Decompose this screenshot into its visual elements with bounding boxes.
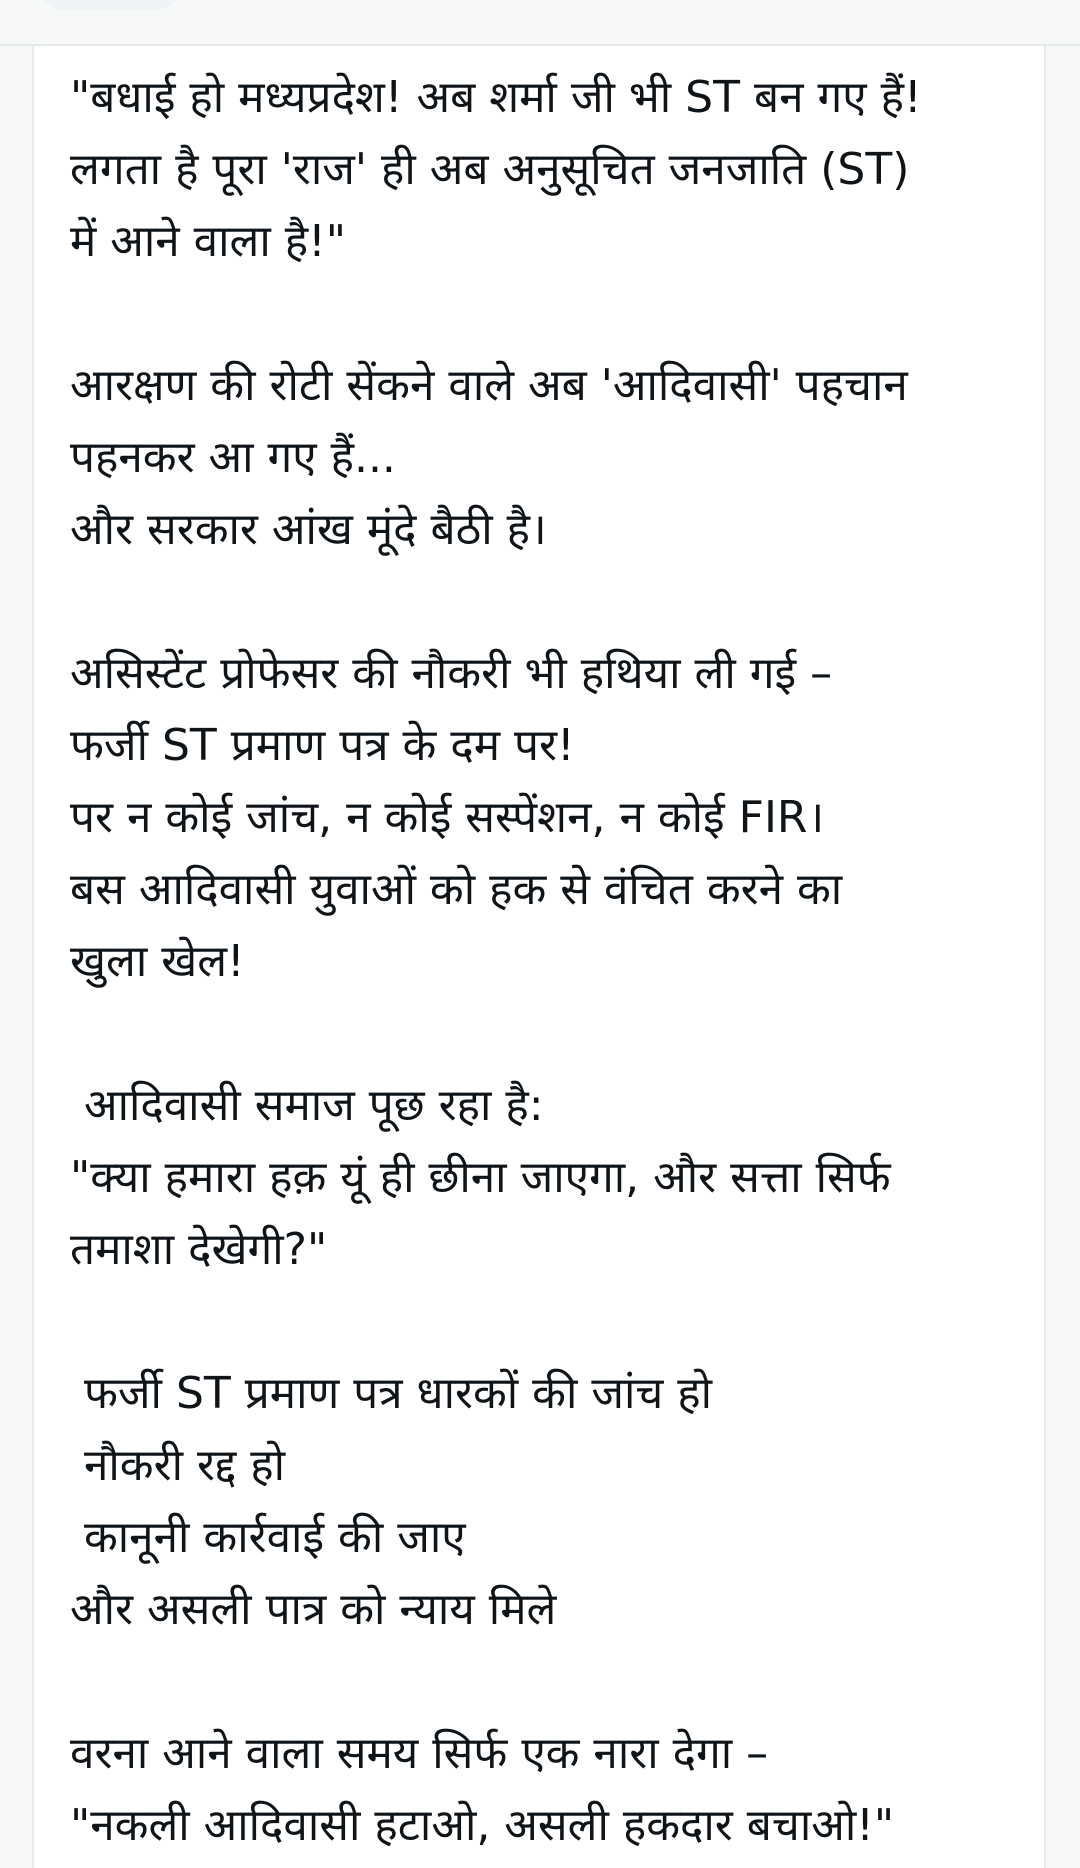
paragraph-gap xyxy=(70,278,1040,350)
post-line: में आने वाला है!" xyxy=(70,216,346,267)
post-line: और असली पात्र को न्याय मिले xyxy=(70,1584,557,1635)
post-line: पहनकर आ गए हैं... xyxy=(70,432,396,483)
post-line: लगता है पूरा 'राज' ही अब अनुसूचित जनजाति (ST) xyxy=(70,144,910,195)
post-line: फर्जी ST प्रमाण पत्र के दम पर! xyxy=(70,720,575,771)
post-line: "नकली आदिवासी हटाओ, असली हकदार बचाओ!" xyxy=(70,1800,895,1851)
post-line: फर्जी ST प्रमाण पत्र धारकों की जांच हो xyxy=(70,1368,713,1419)
post-line: आरक्षण की रोटी सेंकने वाले अब 'आदिवासी' पहचान xyxy=(70,360,908,411)
post-line: "क्या हमारा हक़ यूं ही छीना जाएगा, और सत्ता सिर्फ xyxy=(70,1152,891,1203)
post-line: तमाशा देखेगी?" xyxy=(70,1224,328,1275)
post-line: बस आदिवासी युवाओं को हक से वंचित करने का xyxy=(70,864,843,915)
post-line: नौकरी रद्द हो xyxy=(70,1440,286,1491)
top-pill-button[interactable] xyxy=(40,0,180,10)
post-line: खुला खेल! xyxy=(70,936,245,987)
post-line: और सरकार आंख मूंदे बैठी है। xyxy=(70,504,547,555)
post-line: वरना आने वाला समय सिर्फ एक नारा देगा – xyxy=(70,1728,769,1779)
post-line: पर न कोई जांच, न कोई सस्पेंशन, न कोई FIR। xyxy=(70,792,825,843)
post-line: असिस्टेंट प्रोफेसर की नौकरी भी हथिया ली गई – xyxy=(70,648,833,699)
post-line: कानूनी कार्रवाई की जाए xyxy=(70,1512,466,1563)
paragraph-gap xyxy=(70,566,1040,638)
paragraph-gap xyxy=(70,1646,1040,1718)
paragraph-gap xyxy=(70,1286,1040,1358)
post-text xyxy=(70,62,1040,1862)
post-line: "बधाई हो मध्यप्रदेश! अब शर्मा जी भी ST बन गए हैं! xyxy=(70,72,922,123)
post-line: आदिवासी समाज पूछ रहा है: xyxy=(70,1080,544,1131)
post-card xyxy=(32,46,1046,1868)
paragraph-gap xyxy=(70,998,1040,1070)
